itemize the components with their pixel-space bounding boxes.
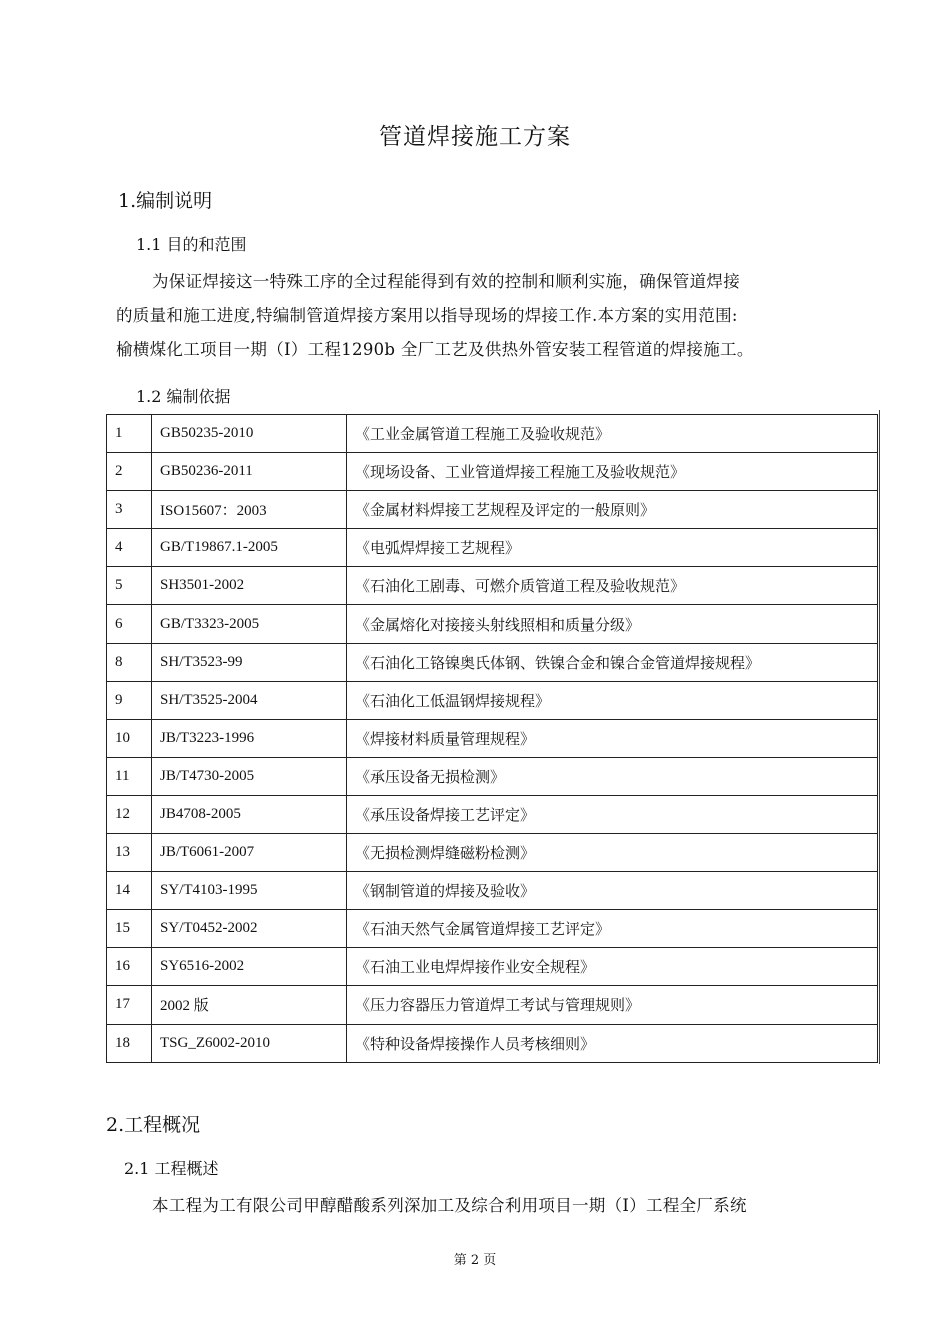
section-1-1-para-line-2: 的质量和施工进度,特编制管道焊接方案用以指导现场的焊接工作.本方案的实用范围: — [116, 306, 738, 325]
table-row — [107, 681, 878, 719]
section-1-1-para-line-3: 榆横煤化工项目一期（Ⅰ）工程1290b 全厂工艺及供热外管安装工程管道的焊接施工。 — [116, 340, 754, 359]
ref-code-cell: SY/T4103-1995 — [152, 872, 347, 910]
ref-number-cell: 4 — [107, 529, 152, 567]
section-1-2-heading: 1.2 编制依据 — [136, 387, 231, 406]
ref-code-cell: SH3501-2002 — [152, 567, 347, 605]
ref-name-cell: 《石油天然气金属管道焊接工艺评定》 — [347, 910, 878, 948]
table-row — [107, 910, 878, 948]
ref-name-cell: 《石油化工剧毒、可燃介质管道工程及验收规范》 — [347, 567, 878, 605]
ref-name-cell: 《石油化工铬镍奥氏体钢、铁镍合金和镍合金管道焊接规程》 — [347, 643, 878, 681]
references-table — [106, 414, 878, 1063]
table-right-edge-line — [879, 410, 880, 1064]
ref-number-cell: 1 — [107, 415, 152, 453]
ref-code-cell: SY/T0452-2002 — [152, 910, 347, 948]
ref-code-cell: TSG_Z6002-2010 — [152, 1024, 347, 1062]
table-row — [107, 757, 878, 795]
table-row — [107, 567, 878, 605]
page-number-footer: 第 2 页 — [453, 1253, 497, 1268]
ref-name-cell: 《特种设备焊接操作人员考核细则》 — [347, 1024, 878, 1062]
ref-code-cell: JB/T4730-2005 — [152, 757, 347, 795]
section-2-heading: 2.工程概况 — [106, 1114, 201, 1136]
table-row — [107, 834, 878, 872]
ref-code-cell: SH/T3525-2004 — [152, 681, 347, 719]
table-row — [107, 605, 878, 643]
table-row — [107, 491, 878, 529]
table-row — [107, 453, 878, 491]
ref-name-cell: 《承压设备焊接工艺评定》 — [347, 795, 878, 833]
ref-name-cell: 《压力容器压力管道焊工考试与管理规则》 — [347, 986, 878, 1024]
ref-number-cell: 10 — [107, 719, 152, 757]
table-row — [107, 719, 878, 757]
ref-code-cell: JB/T6061-2007 — [152, 834, 347, 872]
ref-number-cell: 2 — [107, 453, 152, 491]
ref-name-cell: 《无损检测焊缝磁粉检测》 — [347, 834, 878, 872]
ref-name-cell: 《现场设备、工业管道焊接工程施工及验收规范》 — [347, 453, 878, 491]
ref-code-cell: GB/T3323-2005 — [152, 605, 347, 643]
table-row — [107, 872, 878, 910]
section-1-1-heading: 1.1 目的和范围 — [136, 235, 247, 254]
ref-code-cell: JB/T3223-1996 — [152, 719, 347, 757]
section-1-1-para-line-1: 为保证焊接这一特殊工序的全过程能得到有效的控制和顺利实施，确保管道焊接 — [152, 272, 740, 291]
ref-number-cell: 15 — [107, 910, 152, 948]
ref-name-cell: 《金属熔化对接接头射线照相和质量分级》 — [347, 605, 878, 643]
ref-number-cell: 8 — [107, 643, 152, 681]
ref-code-cell: GB/T19867.1-2005 — [152, 529, 347, 567]
ref-name-cell: 《工业金属管道工程施工及验收规范》 — [347, 415, 878, 453]
ref-name-cell: 《电弧焊焊接工艺规程》 — [347, 529, 878, 567]
ref-name-cell: 《钢制管道的焊接及验收》 — [347, 872, 878, 910]
table-row — [107, 643, 878, 681]
ref-name-cell: 《焊接材料质量管理规程》 — [347, 719, 878, 757]
ref-name-cell: 《石油工业电焊焊接作业安全规程》 — [347, 948, 878, 986]
section-1-heading: 1.编制说明 — [118, 190, 213, 212]
ref-code-cell: ISO15607：2003 — [152, 491, 347, 529]
ref-number-cell: 3 — [107, 491, 152, 529]
document-title: 管道焊接施工方案 — [379, 124, 571, 150]
table-row — [107, 795, 878, 833]
ref-code-cell: SH/T3523-99 — [152, 643, 347, 681]
ref-code-cell: 2002 版 — [152, 986, 347, 1024]
ref-number-cell: 5 — [107, 567, 152, 605]
ref-number-cell: 13 — [107, 834, 152, 872]
table-row — [107, 529, 878, 567]
ref-number-cell: 14 — [107, 872, 152, 910]
table-row — [107, 986, 878, 1024]
table-row — [107, 948, 878, 986]
ref-name-cell: 《承压设备无损检测》 — [347, 757, 878, 795]
ref-number-cell: 9 — [107, 681, 152, 719]
ref-name-cell: 《金属材料焊接工艺规程及评定的一般原则》 — [347, 491, 878, 529]
ref-number-cell: 18 — [107, 1024, 152, 1062]
ref-code-cell: JB4708-2005 — [152, 795, 347, 833]
section-2-1-para-line-1: 本工程为工有限公司甲醇醋酸系列深加工及综合利用项目一期（Ⅰ）工程全厂系统 — [152, 1196, 747, 1215]
ref-code-cell: GB50235-2010 — [152, 415, 347, 453]
ref-number-cell: 12 — [107, 795, 152, 833]
ref-number-cell: 16 — [107, 948, 152, 986]
table-row — [107, 1024, 878, 1062]
ref-name-cell: 《石油化工低温钢焊接规程》 — [347, 681, 878, 719]
table-row — [107, 415, 878, 453]
ref-code-cell: SY6516-2002 — [152, 948, 347, 986]
ref-number-cell: 11 — [107, 757, 152, 795]
ref-number-cell: 6 — [107, 605, 152, 643]
references-table-body — [107, 415, 878, 1063]
ref-number-cell: 17 — [107, 986, 152, 1024]
section-2-1-heading: 2.1 工程概述 — [124, 1159, 219, 1178]
ref-code-cell: GB50236-2011 — [152, 453, 347, 491]
